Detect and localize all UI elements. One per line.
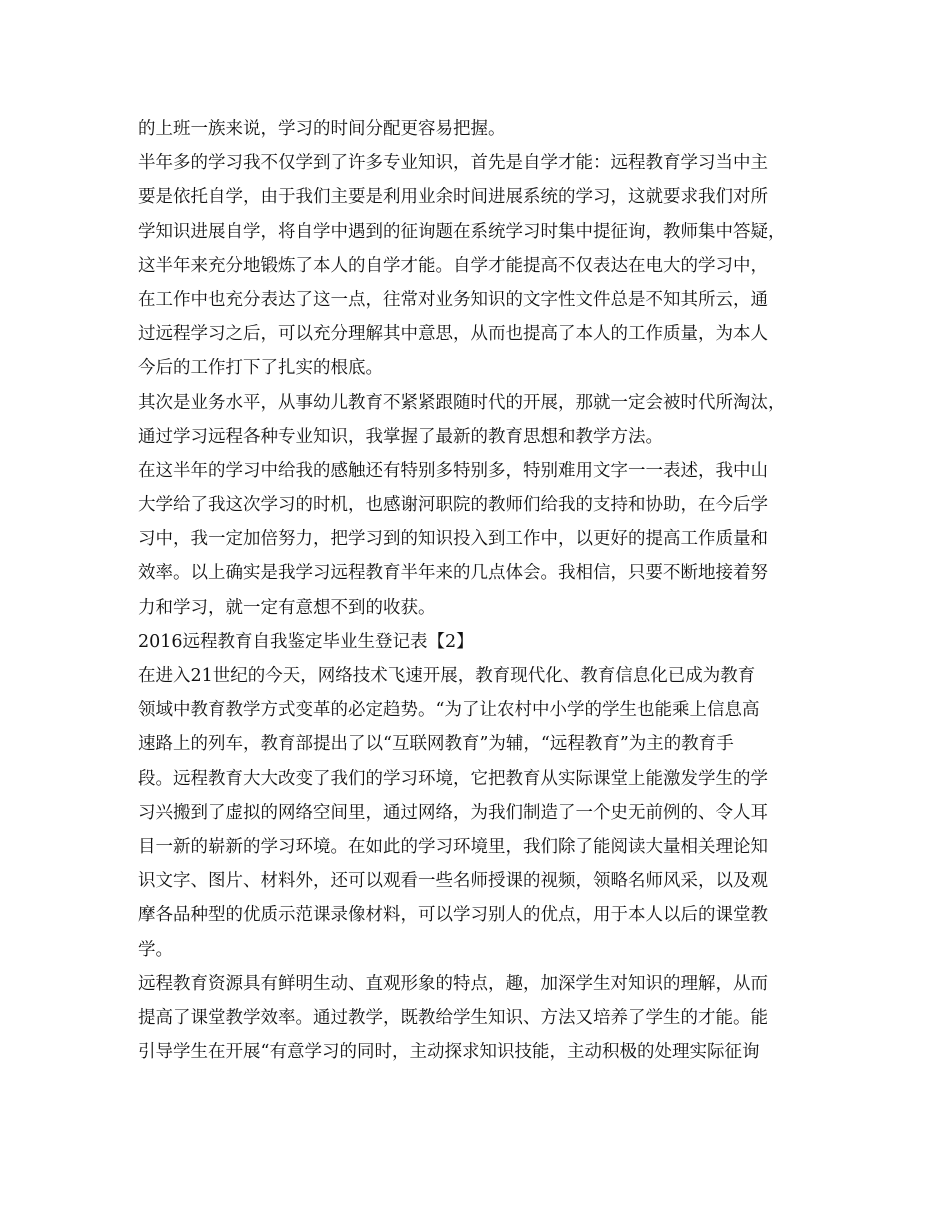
section-heading: 2016远程教育自我鉴定毕业生登记表【2】 [138,631,474,652]
text-line: 速路上的列车，教育部提出了以“互联网教育”为辅，“远程教育”为主的教育手 [138,734,734,755]
text-line: 摩各品种型的优质示范课录像材料，可以学习别人的优点，用于本人以后的课堂教 [138,905,768,926]
text-line: 目一新的崭新的学习环境。在如此的学习环境里，我们除了能阅读大量相关理论知 [138,836,768,857]
text-line: 今后的工作打下了扎实的根底。 [138,358,383,379]
text-line: 半年多的学习我不仅学到了许多专业知识，首先是自学才能：远程教育学习当中主 [138,153,768,174]
text-line: 效率。以上确实是我学习远程教育半年来的几点体会。我相信，只要不断地接着努 [138,563,768,584]
text-line: 学。 [138,939,173,960]
text-line: 引导学生在开展“有意学习的同时，主动探求知识技能，主动积极的处理实际征询 [138,1042,760,1063]
text-line: 的上班一族来说，学习的时间分配更容易把握。 [138,119,506,139]
text-line: 要是依托自学，由于我们主要是利用业余时间进展系统的学习，这就要求我们对所 [138,187,768,208]
text-line: 这半年来充分地锻炼了本人的自学才能。自学才能提高不仅表达在电大的学习中， [138,255,768,276]
text-line: 通过学习远程各种专业知识，我掌握了最新的教育思想和教学方法。 [138,426,663,447]
text-line: 学知识进展自学，将自学中遇到的征询题在系统学习时集中提征询，教师集中答疑， [138,221,786,242]
text-line: 在工作中也充分表达了这一点，往常对业务知识的文字性文件总是不知其所云，通 [138,289,768,310]
text-line: 在进入21世纪的今天，网络技术飞速开展，教育现代化、教育信息化已成为教育 [138,666,756,686]
text-line: 力和学习，就一定有意想不到的收获。 [138,597,436,618]
text-line: 远程教育资源具有鲜明生动、直观形象的特点，趣，加深学生对知识的理解，从而 [138,973,768,994]
text-line: 段。远程教育大大改变了我们的学习环境，它把教育从实际课堂上能激发学生的学 [138,768,768,789]
text-line: 过远程学习之后，可以充分理解其中意思，从而也提高了本人的工作质量，为本人 [138,324,768,345]
text-line: 在这半年的学习中给我的感触还有特别多特别多，特别难用文字一一表述，我中山 [138,460,768,481]
text-line: 其次是业务水平，从事幼儿教育不紧紧跟随时代的开展，那就一定会被时代所淘汰， [138,392,786,413]
text-line: 领域中教育教学方式变革的必定趋势。“为了让农村中小学的学生也能乘上信息高 [138,700,760,721]
document-body [138,112,828,1069]
text-line: 习兴搬到了虚拟的网络空间里，通过网络，为我们制造了一个史无前例的、令人耳 [138,802,768,823]
text-line: 提高了课堂教学效率。通过教学，既教给学生知识、方法又培养了学生的才能。能 [138,1007,768,1028]
text-line: 识文字、图片、材料外，还可以观看一些名师授课的视频，领略名师风采，以及观 [138,871,768,892]
text-line: 习中，我一定加倍努力，把学习到的知识投入到工作中，以更好的提高工作质量和 [138,529,768,550]
text-line: 大学给了我这次学习的时机，也感谢河职院的教师们给我的支持和协助，在今后学 [138,495,768,516]
